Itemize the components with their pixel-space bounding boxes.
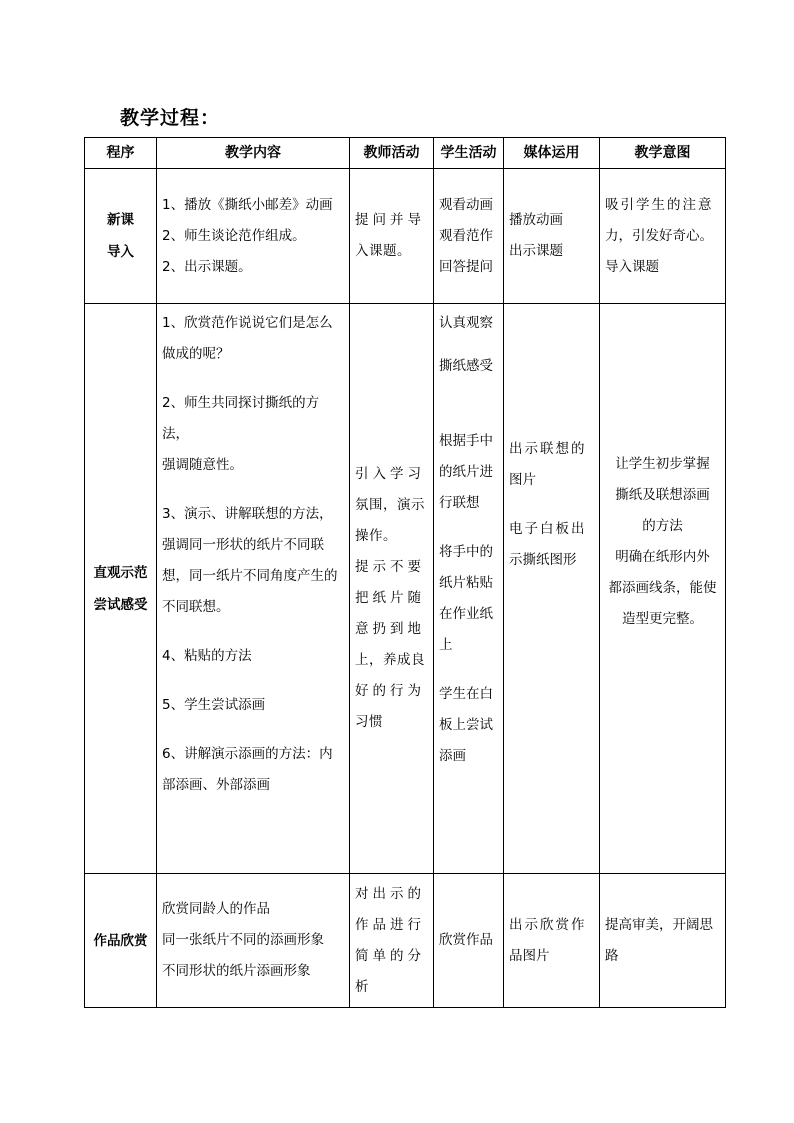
student-line: 观看范作 [439,227,493,244]
header-intent: 教学意图 [600,138,726,169]
student-line: 的纸片进 [439,464,493,480]
media-line: 出示欣赏作 [509,916,587,933]
content-cell [157,169,350,304]
content-line: 不同形状的纸片添画形象 [162,963,311,979]
content-line: 部添画、外部添画 [162,777,270,793]
stage-line: 尝试感受 [93,596,148,613]
media-cell [504,169,600,304]
header-teacher: 教师活动 [350,138,434,169]
teacher-line: 好的行为 [355,683,425,699]
content-line: 1、欣赏范作说说它们是怎么 [162,315,333,331]
teacher-line: 习惯 [355,714,383,730]
student-line: 添画 [439,748,466,764]
intent-line: 撕纸及联想添画 [615,487,710,503]
media-line: 电子白板出 [509,521,587,537]
teacher-line: 提问并导 [355,212,425,228]
content-line: 想，同一纸片不同角度产生的 [162,568,338,584]
stage-cell [85,874,157,1008]
teacher-cell [350,304,434,874]
content-line: 2、出示课题。 [162,258,252,275]
media-cell [504,874,600,1008]
intent-line: 吸引学生的注意 [605,196,714,213]
stage-cell [85,169,157,304]
content-line: 欣赏同龄人的作品 [162,901,270,917]
header-media: 媒体运用 [504,138,600,169]
content-line: 2、师生共同探讨撕纸的方法， [162,395,320,442]
intent-line: 提高审美，开阔思 [605,916,713,933]
content-line: 1、播放《撕纸小邮差》动画 [162,196,333,213]
student-line: 观看动画 [439,196,493,213]
stage-line: 导入 [107,244,134,260]
intent-line: 都添画线条，能使 [608,580,717,596]
intent-cell [600,874,726,1008]
teacher-line: 入课题。 [355,243,411,259]
teacher-line: 对出示的 [355,885,425,902]
table-row [85,874,726,1008]
teacher-line: 简单的分 [355,947,425,964]
teacher-line: 把纸片随 [355,590,425,606]
stage-line: 新课 [107,212,134,228]
student-line: 行联想 [439,495,480,511]
teacher-cell [350,874,434,1008]
content-line: 3、演示、讲解联想的方法， [162,506,333,522]
table-row [85,304,726,874]
content-line: 2、师生谈论范作组成。 [162,227,306,244]
student-line: 上 [439,637,453,653]
stage-cell [85,304,157,874]
teacher-line: 作品进行 [355,916,425,933]
intent-line: 路 [605,947,619,964]
teacher-line: 意扔到地 [355,621,425,637]
teaching-process-table [84,137,726,1008]
intent-line: 力，引发好奇心。 [605,227,713,244]
student-cell [434,874,504,1008]
content-line: 同一张纸片不同的添画形象 [162,932,324,948]
content-cell [157,304,350,874]
content-line: 做成的呢？ [162,346,230,362]
teacher-cell [350,169,434,304]
student-line: 欣赏作品 [439,932,493,948]
media-line: 示撕纸图形 [509,552,577,568]
intent-line: 让学生初步掌握 [615,456,710,472]
intent-cell [600,169,726,304]
table-header-row [85,138,726,169]
section-title: 教学过程： [120,107,221,129]
media-line: 品图片 [509,947,550,964]
header-content: 教学内容 [157,138,350,169]
teacher-line: 提示不要 [355,559,425,575]
media-line: 出示联想的 [509,441,587,457]
intent-line: 造型更完整。 [622,611,703,627]
content-line: 4、粘贴的方法 [162,648,252,664]
header-stage: 程序 [85,138,157,169]
teacher-line: 操作。 [355,528,397,544]
media-line: 图片 [509,472,536,488]
student-line: 根据手中 [439,433,493,449]
media-line: 出示课题 [509,243,563,259]
student-line: 学生在白 [439,686,493,702]
student-cell [434,304,504,874]
student-line: 板上尝试 [439,717,493,733]
content-line: 6、讲解演示添画的方法：内 [162,746,333,762]
student-line: 纸片粘贴 [439,575,493,591]
teacher-line: 引入学习 [355,466,425,482]
student-line: 认真观察 [439,315,493,331]
header-student: 学生活动 [434,138,504,169]
content-line: 5、学生尝试添画 [162,697,266,713]
teacher-line: 氛围，演示 [355,497,425,513]
student-line: 在作业纸 [439,606,493,622]
stage-line: 作品欣赏 [93,932,148,949]
teacher-line: 析 [355,978,369,995]
student-cell [434,169,504,304]
stage-line: 直观示范 [93,564,148,581]
content-cell [157,874,350,1008]
student-line: 撕纸感受 [439,358,493,374]
intent-line: 导入课题 [605,258,659,275]
content-line: 不同联想。 [162,599,230,615]
intent-line: 明确在纸形内外 [615,549,710,565]
intent-line: 的方法 [642,518,683,534]
media-cell [504,304,600,874]
table-row [85,169,726,304]
content-line: 强调随意性。 [162,457,243,473]
media-line: 播放动画 [509,212,563,228]
intent-cell [600,304,726,874]
content-line: 强调同一形状的纸片不同联 [162,537,324,553]
teacher-line: 上，养成良 [355,652,425,668]
student-line: 将手中的 [439,544,493,560]
student-line: 回答提问 [439,258,493,275]
